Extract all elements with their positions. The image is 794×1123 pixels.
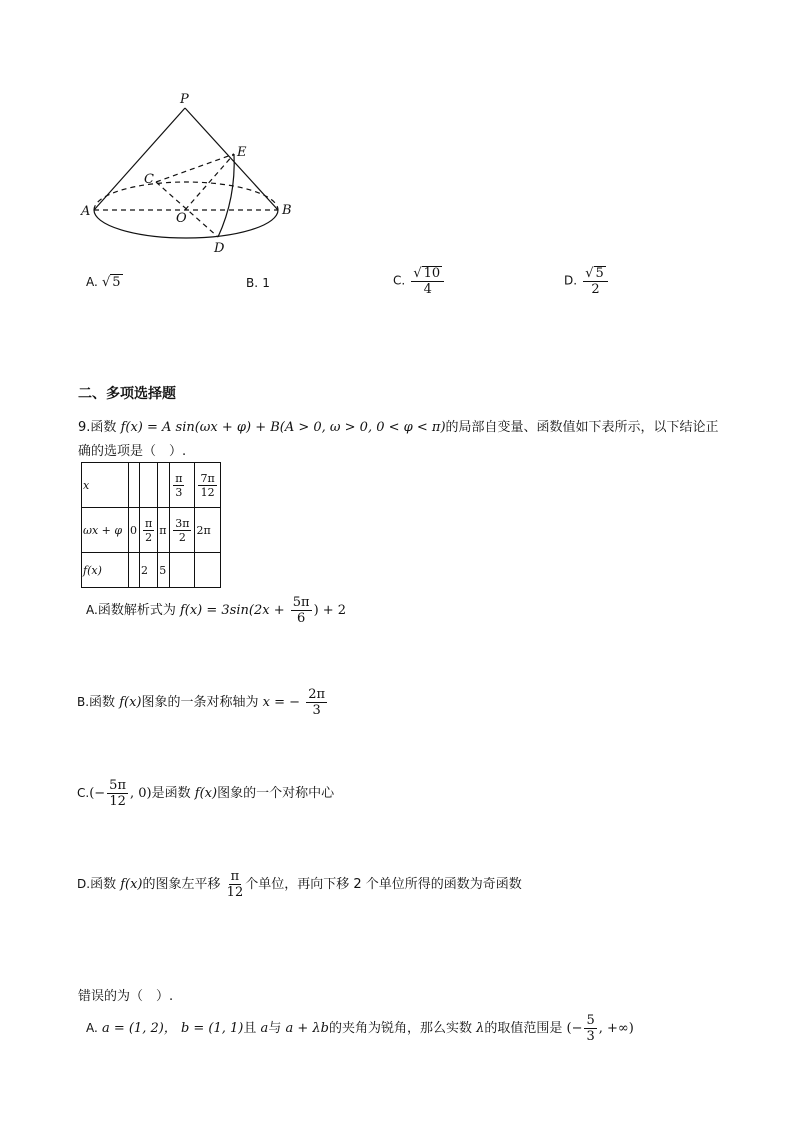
value-table: x $\frac{\pi}{3}$ $\frac{7\pi}{12}$ ωx + φ 0 $\frac{\pi}{2}$ π $\frac{3\pi}{2}$ 2π f(x) 2 5 [81, 462, 221, 588]
base-back [94, 182, 278, 210]
q9-stem-line2: 确的选项是（ ）. [78, 444, 187, 459]
row-header-x: x [82, 463, 129, 508]
q10-option-a: A. a = (1, 2)， b = (1, 1)且 a与 a + λb的夹角为锐角，那么实数 λ的取值范围是 (− $\frac{5}{3}$ , +∞) [86, 1013, 634, 1044]
curve-ed [218, 154, 234, 237]
q10-stem: 错误的为（ ）. [78, 989, 174, 1004]
sqrt-5: √ 5 [101, 275, 121, 290]
frac-sqrt10-over-4: √ 10 4 [411, 266, 444, 296]
label-c: C [144, 172, 154, 187]
q8-option-d: D. √ 5 2 [564, 266, 610, 296]
row-header-f: f(x) [82, 553, 129, 588]
option-label: A. [86, 275, 98, 289]
q8-option-a [86, 274, 123, 290]
q8-option-c: C. √ 10 4 [393, 266, 446, 296]
label-a: A [81, 204, 91, 219]
q9-option-a: A.函数解析式为 f(x) = 3sin(2x + $\frac{5\pi}{6}$ ) + 2 [86, 595, 347, 626]
section-title: 二、多项选择题 [78, 386, 176, 402]
label-b: B [282, 203, 292, 218]
q9-option-b: B.函数 f(x)图象的一条对称轴为 x = − $\frac{2\pi}{3}$ [77, 687, 326, 718]
q9-stem-line1: 9.函数 f(x) = A sin(ωx + φ) + B(A > 0, ω > 0, 0 < φ < π)的局部自变量、函数值如下表所示，以下结论正 [78, 420, 719, 435]
frac-sqrt5-over-2: √ 5 2 [583, 266, 608, 296]
row-header-phase: ωx + φ [82, 508, 129, 553]
q9-option-d: D.函数 f(x)的图象左平移 $\frac{\pi}{12}$ 个单位，再向下移 2 个单位所得的函数为奇函数 [77, 869, 522, 900]
q9-option-c: C.(− $\frac{5\pi}{12}$ , 0)是函数 f(x)图象的一个对称中心 [77, 778, 335, 809]
label-o: O [176, 211, 187, 226]
q8-option-b: B. 1 [246, 276, 270, 290]
label-e: E [237, 145, 247, 160]
q9-function: f(x) = A sin(ωx + φ) + B(A > 0, ω > 0, 0 < φ < π) [120, 420, 446, 435]
label-p: P [180, 92, 189, 107]
cone-figure [78, 88, 308, 260]
label-d: D [214, 241, 225, 256]
